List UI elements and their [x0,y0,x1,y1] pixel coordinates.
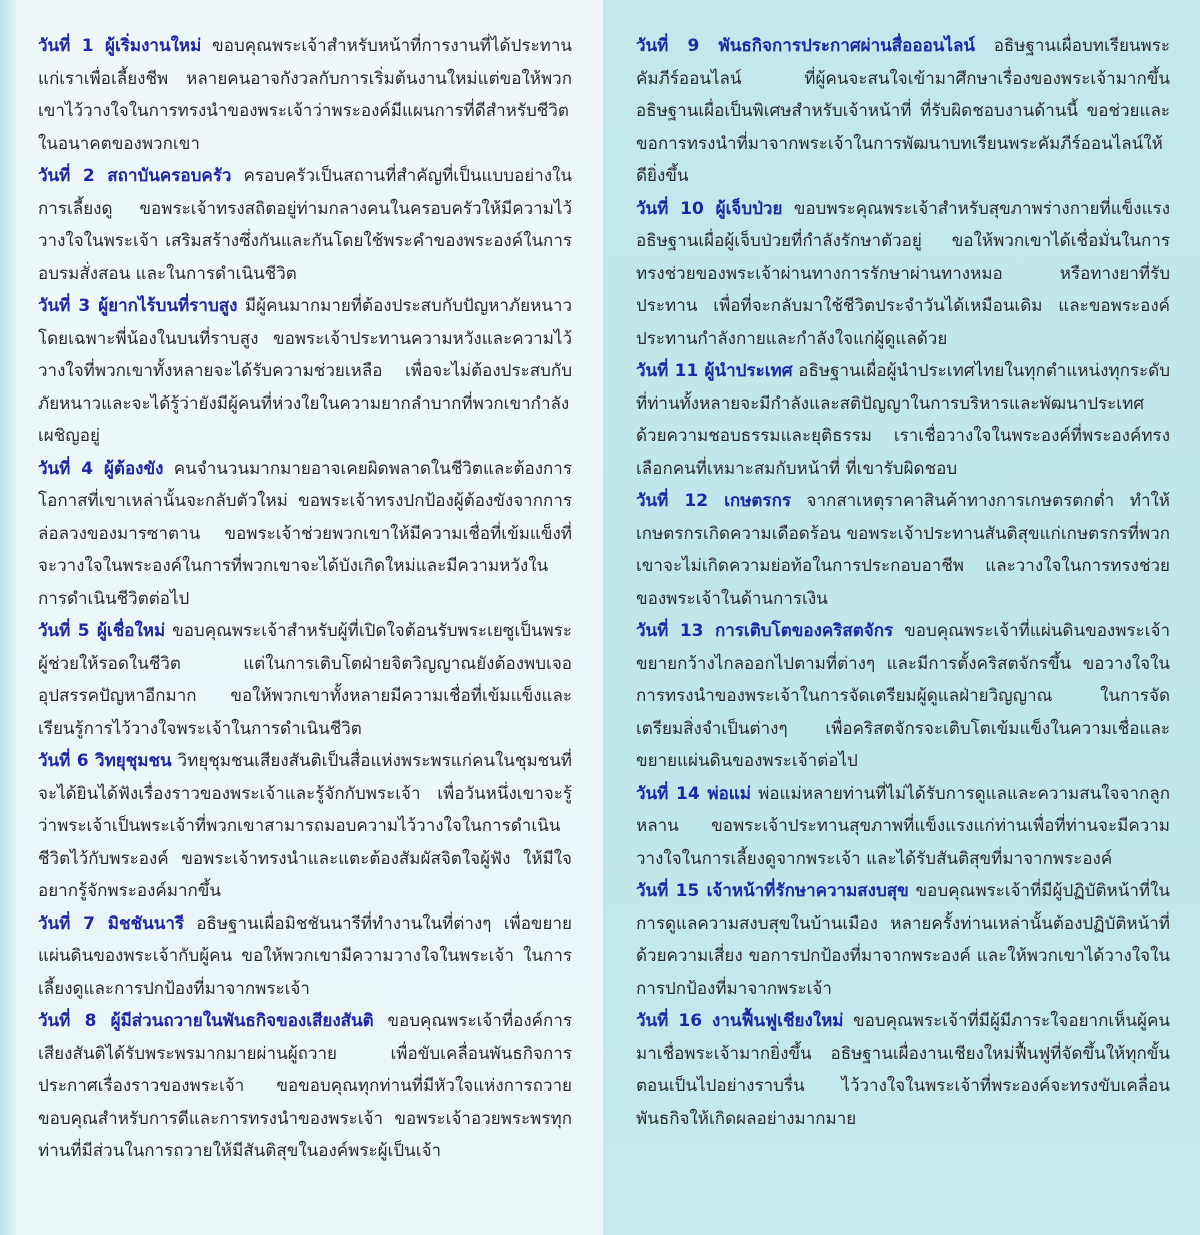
prayer-entry-day-12 [636,485,1170,615]
entry-body: ขอบคุณพระเจ้าสำหรับผู้ที่เปิดใจต้อนรับพระเยซูเป็นพระผู้ช่วยให้รอดในชีวิต แต่ในการเติบโตฝ่ายจิตวิญญาณยังต้องพบเจออุปสรรคปัญหาอีกมาก ขอให้พวกเขาทั้งหลายมีความเชื่อที่เข้มแข็งและเรียนรู้การไว้วางใจพระเจ้าในการดำเนินชีวิต [38,621,573,739]
prayer-entry-day-7 [38,908,572,1006]
prayer-entry-day-4 [38,453,572,616]
prayer-entry-day-6 [38,745,572,908]
prayer-entry-day-1 [38,30,572,160]
entry-body: ขอบคุณพระเจ้าสำหรับหน้าที่การงานที่ได้ประทานแก่เราเพื่อเลี้ยงชีพ หลายคนอาจกังวลกับการเริ่มต้นงานใหม่แต่ขอให้พวกเขาไว้วางใจในการทรงนำของพระเจ้าว่าพระองค์มีแผนการที่ดีสำหรับชีวิตในอนาคตของพวกเขา [38,36,573,154]
prayer-entry-day-11 [636,355,1170,485]
entry-heading: วันที่ 15 เจ้าหน้าที่รักษาความสงบสุข [636,881,909,901]
prayer-entry-day-16 [636,1005,1170,1135]
prayer-entry-day-14 [636,778,1170,876]
right-column [636,30,1170,1135]
entry-heading: วันที่ 14 พ่อแม่ [636,783,751,804]
entry-body: พ่อแม่หลายท่านที่ไม่ได้รับการดูแลและความสนใจจากลูกหลาน ขอพระเจ้าประทานสุขภาพที่แข็งแรงแก่ท่านเพื่อที่ท่านจะมีความวางใจในการเลี้ยงดูจากพระเจ้า และได้รับสันติสุขที่มาจากพระองค์ [636,783,1170,869]
entry-heading: วันที่ 11 ผู้นำประเทศ [636,361,793,381]
entry-heading: วันที่ 16 งานฟื้นฟูเชียงใหม่ [636,1011,844,1031]
entry-body: อธิษฐานเผื่อบทเรียนพระคัมภีร์ออนไลน์ ที่ผู้คนจะสนใจเข้ามาศึกษาเรื่องของพระเจ้ามากขึ้น อธิษฐานเผื่อเป็นพิเศษสำหรับเจ้าหน้าที่ ที่รับผิดชอบงานด้านนี้ ขอช่วยและขอการทรงนำที่มาจากพระเจ้าในการพัฒนาบทเรียนพระคัมภีร์ออนไลน์ให้ดียิ่งขึ้น [636,36,1170,186]
entry-heading: วันที่ 7 มิชชันนารี [38,913,185,934]
entry-body: อธิษฐานเผื่อผู้นำประเทศไทยในทุกตำแหน่งทุกระดับ ที่ท่านทั้งหลายจะมีกำลังและสติปัญญาในการบริหารและพัฒนาประเทศด้วยความชอบธรรมและยุติธรรม เราเชื่อวางใจในพระองค์ที่พระองค์ทรงเลือกคนที่เหมาะสมกับหน้าที่ ที่เขารับผิดชอบ [636,361,1171,479]
entry-heading: วันที่ 10 ผู้เจ็บป่วย [636,198,783,219]
entry-body: มีผู้คนมากมายที่ต้องประสบกับปัญหาภัยหนาวโดยเฉพาะพี่น้องในบนที่ราบสูง ขอพระเจ้าประทานความหวังและความไว้วางใจที่พวกเขาทั้งหลายจะได้รับความช่วยเหลือ เพื่อจะไม่ต้องประสบกับภัยหนาวและจะได้รู้ว่ายังมีผู้คนที่ห่วงใยในความยากลำบากที่พวกเขากำลังเผชิญอยู่ [38,296,573,446]
entry-body: ขอบคุณพระเจ้าที่มีผู้มีภาระใจอยากเห็นผู้คนมาเชื่อพระเจ้ามากยิ่งขึ้น อธิษฐานเผื่องานเชียงใหม่ฟื้นฟูที่จัดขึ้นให้ทุกขั้นตอนเป็นไปอย่างราบรื่น ไว้วางใจในพระเจ้าที่พระองค์จะทรงขับเคลื่อนพันธกิจให้เกิดผลอย่างมากมาย [636,1011,1170,1129]
left-column [38,30,572,1168]
entry-body: วิทยุชุมชนเสียงสันติเป็นสื่อแห่งพระพรแก่คนในชุมชนที่จะได้ยินได้ฟังเรื่องราวของพระเจ้าและรู้จักกับพระเจ้า เพื่อวันหนึ่งเขาจะรู้ว่าพระเจ้าเป็นพระเจ้าที่พวกเขาสามารถมอบความไว้วางใจในการดำเนินชีวิตไว้กับพระองค์ ขอพระเจ้าทรงนำและแตะต้องสัมผัสจิตใจผู้ฟัง ให้มีใจอยากรู้จักพระองค์มากขึ้น [38,751,573,901]
entry-heading: วันที่ 2 สถาบันครอบครัว [38,166,232,186]
entry-body: ครอบครัวเป็นสถานที่สำคัญที่เป็นแบบอย่างในการเลี้ยงดู ขอพระเจ้าทรงสถิตอยู่ท่ามกลางคนในครอบครัวให้มีความไว้วางใจในพระเจ้า เสริมสร้างซึ่งกันและกันโดยใช้พระคำของพระองค์ในการอบรมสั่งสอน และในการดำเนินชีวิต [38,166,573,284]
prayer-entry-day-10 [636,193,1170,356]
prayer-entry-day-15 [636,875,1170,1005]
entry-body: จากสาเหตุราคาสินค้าทางการเกษตรตกต่ำ ทำให้เกษตรกรเกิดความเดือดร้อน ขอพระเจ้าประทานสันติสุขแก่เกษตรกรที่พวกเขาจะไม่เกิดความย่อท้อในการประกอบอาชีพ และวางใจในการทรงช่วยของพระเจ้าในด้านการเงิน [636,491,1170,609]
prayer-entry-day-9 [636,30,1170,193]
prayer-entry-day-2 [38,160,572,290]
entry-heading: วันที่ 3 ผู้ยากไร้บนที่ราบสูง [38,296,238,316]
prayer-entry-day-8 [38,1005,572,1168]
entry-heading: วันที่ 9 พันธกิจการประกาศผ่านสื่อออนไลน์ [636,36,976,56]
entry-body: ขอบคุณพระเจ้าที่องค์การเสียงสันติได้รับพระพรมากมายผ่านผู้ถวาย เพื่อขับเคลื่อนพันธกิจการประกาศเรื่องราวของพระเจ้า ขอขอบคุณทุกท่านที่มีหัวใจแห่งการถวาย ขอบคุณสำหรับการดีและการทรงนำของพระเจ้า ขอพระเจ้าอวยพระพรทุกท่านที่มีส่วนในการถวายให้มีสันติสุขในองค์พระผู้เป็นเจ้า [38,1011,572,1161]
prayer-entry-day-5 [38,615,572,745]
entry-body: ขอบคุณพระเจ้าที่แผ่นดินของพระเจ้าขยายกว้างไกลออกไปตามที่ต่างๆ และมีการตั้งคริสตจักรขึ้น ขอวางใจในการทรงนำของพระเจ้าในการจัดเตรียมผู้ดูแลฝ่ายวิญญาณ ในการจัดเตรียมสิ่งจำเป็นต่างๆ เพื่อคริสตจักรจะเติบโตเข้มแข็งในความเชื่อและขยายแผ่นดินของพระเจ้าต่อไป [636,621,1170,771]
entry-heading: วันที่ 5 ผู้เชื่อใหม่ [38,621,166,641]
entry-heading: วันที่ 8 ผู้มีส่วนถวายในพันธกิจของเสียงสันติ [38,1011,374,1031]
left-edge-stripe [0,0,16,1235]
entry-heading: วันที่ 1 ผู้เริ่มงานใหม่ [38,36,202,56]
entry-heading: วันที่ 6 วิทยุชุมชน [38,751,172,771]
entry-body: ขอบคุณพระเจ้าที่มีผู้ปฏิบัติหน้าที่ในการดูแลความสงบสุขในบ้านเมือง หลายครั้งท่านเหล่านั้นต้องปฏิบัติหน้าที่ด้วยความเสี่ยง ขอการปกป้องที่มาจากพระองค์ และให้พวกเขาได้วางใจในการปกป้องที่มาจากพระเจ้า [636,881,1171,999]
prayer-entry-day-13 [636,615,1170,778]
entry-heading: วันที่ 13 การเติบโตของคริสตจักร [636,621,894,641]
entry-body: ขอบพระคุณพระเจ้าสำหรับสุขภาพร่างกายที่แข็งแรง อธิษฐานเผื่อผู้เจ็บป่วยที่กำลังรักษาตัวอยู่ ขอให้พวกเขาได้เชื่อมั่นในการทรงช่วยของพระเจ้าผ่านทางการรักษาผ่านทางหมอ หรือทางยาที่รับประทาน เพื่อที่จะกลับมาใช้ชีวิตประจำวันได้เหมือนเดิม และขอพระองค์ประทานกำลังกายและกำลังใจแก่ผู้ดูแลด้วย [636,198,1170,349]
entry-body: อธิษฐานเผื่อมิชชันนารีที่ทำงานในที่ต่างๆ เพื่อขยายแผ่นดินของพระเจ้ากับผู้คน ขอให้พวกเขามีความวางใจในพระเจ้า ในการเลี้ยงดูและการปกป้องที่มาจากพระเจ้า [38,913,573,999]
entry-body: คนจำนวนมากมายอาจเคยผิดพลาดในชีวิตและต้องการโอกาสที่เขาเหล่านั้นจะกลับตัวใหม่ ขอพระเจ้าทรงปกป้องผู้ต้องขังจากการล่อลวงของมารซาตาน ขอพระเจ้าช่วยพวกเขาให้มีความเชื่อที่เข้มแข็งที่จะวางใจในพระองค์ในการที่พวกเขาจะได้บังเกิดใหม่และมีความหวังในการดำเนินชีวิตต่อไป [38,458,572,609]
entry-heading: วันที่ 12 เกษตรกร [636,491,791,511]
entry-heading: วันที่ 4 ผู้ต้องขัง [38,458,164,479]
prayer-entry-day-3 [38,290,572,453]
